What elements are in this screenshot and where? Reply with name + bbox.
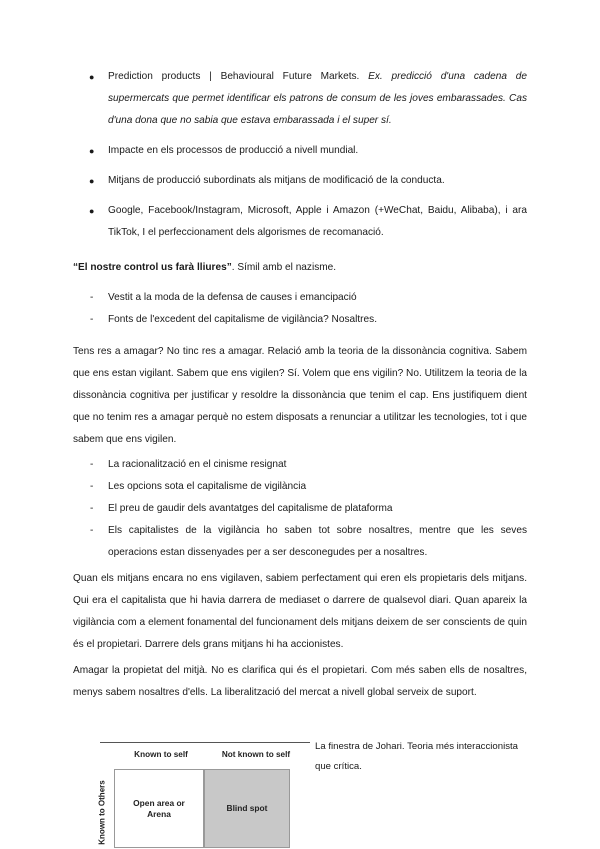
johari-blind-spot-label: Blind spot (226, 803, 268, 813)
figure-caption: La finestra de Johari. Teoria més interaccionista que crítica. (315, 741, 518, 772)
bullet-text: Mitjans de producció subordinats als mitjans de modificació de la conducta. (108, 175, 445, 186)
johari-blind-spot-cell (204, 769, 290, 848)
bullet-dot: ● (89, 176, 95, 186)
johari-row-label (96, 772, 108, 848)
johari-col-not-known-header: Not known to self (221, 750, 291, 759)
johari-window-figure (97, 742, 310, 848)
dash-item: - Els capitalistes de la vigilància ho saben tot sobre nosaltres, mentre que les seves operacions estan dissenyades per a ser desconegudes per a nosaltres. (90, 525, 527, 558)
bullet-item (80, 140, 527, 162)
paragraph-2: Quan els mitjans encara no ens vigilaven, sabiem perfectament qui eren els propietaris dels mitjans. Qui era el capitalista que hi havia darrera de mediaset o darrere de qualsevol diari. Quan apareix la vigilància com a element fonamental del funcionament dels mitjans deixem de ser conscients de quin és el propietari. Darrere dels grans mitjans hi ha accionistes. (73, 573, 527, 650)
bullet-item (80, 200, 527, 244)
dash-item: - Les opcions sota el capitalisme de vigilància (90, 481, 307, 492)
bullet-dot: ● (89, 72, 95, 82)
quote-bold: “El nostre control us farà lliures” (73, 262, 232, 273)
bullet-text: Google, Facebook/Instagram, Microsoft, Apple i Amazon (+WeChat, Baidu, Alibaba), i ara TikTok, I el perfeccionament dels algorismes de recomanació. (108, 205, 527, 238)
johari-open-area-label: Open area or Arena (133, 797, 185, 819)
dash-item: - Vestit a la moda de la defensa de causes i emancipació (90, 292, 357, 303)
dash-list-1 (80, 287, 527, 331)
bullet-list (80, 66, 527, 244)
bullet-item (80, 66, 527, 132)
figure-top-rule (100, 742, 310, 743)
dash-item-text: La racionalització en el cinisme resignat (108, 459, 287, 470)
paragraph-1: Tens res a amagar? No tinc res a amagar. Relació amb la teoria de la dissonància cognitiva. Sabem que ens estan vigilant. Sabem que ens vigilen? Sí. Volem que ens vigilin? No. Utilitzem la teoria de la dissonància cognitiva per justificar y resoldre la dissonància que tenim el cap. Ens justifiquem dient que no tenim res a amagar perquè no estem disposats a renunciar a utilitzar les tecnologies, tot i que sabem que ens vigilen. (73, 346, 527, 445)
bullet-italic-text: Ex. predicció d'una cadena de supermercats que permet identificar els patrons de consum de les joves embarassades. Cas d'una dona que no sabia que estava embarassada i el super sí. (108, 71, 527, 126)
dash-item: - La racionalització en el cinisme resignat (90, 459, 287, 470)
bullet-item (80, 170, 527, 192)
paragraph-3: Amagar la propietat del mitjà. No es clarifica qui és el propietari. Com més saben ells de nosaltres, menys sabem nosaltres d'ells. La liberalització del mercat a nivell global serveix de suport. (73, 665, 527, 698)
dash-item-text: Vestit a la moda de la defensa de causes i emancipació (108, 292, 357, 303)
bullet-dot: ● (89, 146, 95, 156)
johari-open-area-cell (114, 769, 204, 848)
dash-item-text: Els capitalistes de la vigilància ho saben tot sobre nosaltres, mentre que les seves operacions estan dissenyades per a ser desconegudes per a nosaltres. (108, 525, 527, 558)
dash-item-text: Fonts de l'excedent del capitalisme de vigilància? Nosaltres. (108, 314, 377, 325)
dash-list-2 (80, 454, 527, 564)
dash-item: - El preu de gaudir dels avantatges del capitalisme de plataforma (90, 503, 393, 514)
bullet-text: Prediction products | Behavioural Future Markets. (108, 71, 369, 82)
quote-rest: . Símil amb el nazisme. (231, 262, 337, 273)
dash-item-text: El preu de gaudir dels avantatges del capitalisme de plataforma (108, 503, 393, 514)
dash-item-text: Les opcions sota el capitalisme de vigilància (108, 481, 307, 492)
johari-row-label-text: Known to Others (97, 780, 107, 845)
quote-line (73, 257, 527, 279)
dash-item: - Fonts de l'excedent del capitalisme de vigilància? Nosaltres. (90, 314, 377, 325)
johari-col-known-header: Known to self (134, 750, 188, 759)
bullet-text: Impacte en els processos de producció a nivell mundial. (108, 145, 359, 156)
bullet-dot: ● (89, 206, 95, 216)
